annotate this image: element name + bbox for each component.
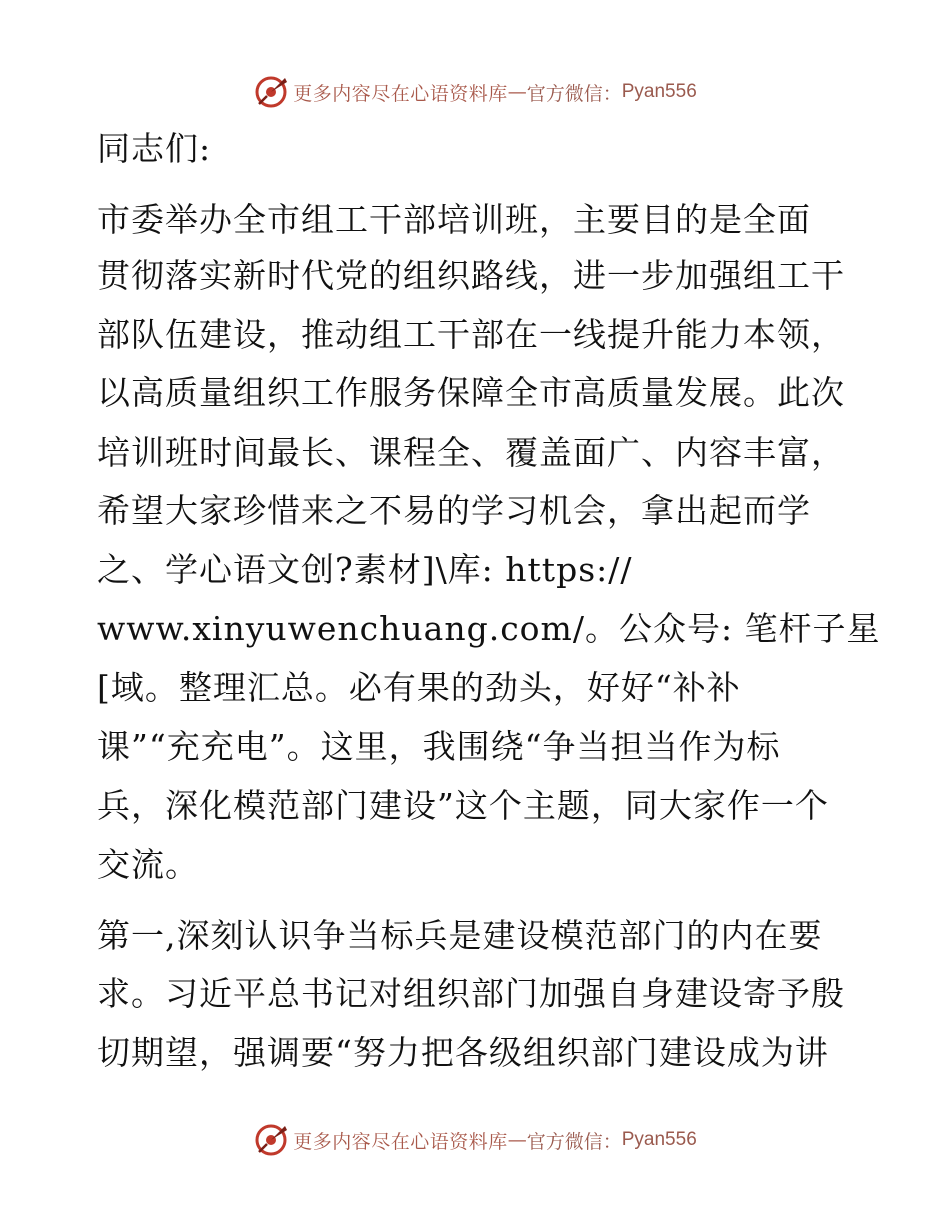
footer-banner xyxy=(0,1120,950,1160)
footer-brand-text: 更多内容尽在心语资料库 xyxy=(293,1130,508,1153)
header-brand-text: 更多内容尽在心语资料库 xyxy=(293,82,508,105)
body-line: 第一,深刻认识争当标兵是建设模范部门的内在要 xyxy=(97,916,823,955)
body-line: 之、学心语文创?素材]\库: https:// xyxy=(97,550,633,589)
header-wechat-label: 官方微信： xyxy=(526,82,622,105)
header-banner xyxy=(0,72,950,112)
body-line: 课”“充充电”。这里，我围绕“争当担当作为标 xyxy=(97,727,781,766)
body-line: 贯彻落实新时代党的组织路线，进一步加强组工干 xyxy=(97,256,845,295)
footer-separator: — xyxy=(507,1129,527,1151)
header-wechat-id: Pyan556 xyxy=(621,81,697,102)
body-line: [域。整理汇总。必有果的劲头，好好“补补 xyxy=(97,668,741,707)
body-line: 求。习近平总书记对组织部门加强自身建设寄予殷 xyxy=(97,974,845,1013)
body-line: www.xinyuwenchuang.com/。公众号: 笔杆子星 xyxy=(97,609,881,648)
body-line: 市委举办全市组工干部培训班，主要目的是全面 xyxy=(97,200,811,239)
body-line: 培训班时间最长、课程全、覆盖面广、内容丰富， xyxy=(97,433,845,472)
body-line: 以高质量组织工作服务保障全市高质量发展。此次 xyxy=(97,373,845,412)
body-line: 部队伍建设，推动组工干部在一线提升能力本领， xyxy=(97,315,845,354)
body-line: 同志们: xyxy=(97,129,212,168)
quill-logo-icon xyxy=(253,74,289,110)
body-line: 切期望，强调要“努力把各级组织部门建设成为讲 xyxy=(97,1033,829,1072)
quill-logo-icon xyxy=(253,1122,289,1158)
body-line: 兵，深化模范部门建设”这个主题，同大家作一个 xyxy=(97,786,829,825)
body-line: 交流。 xyxy=(97,845,199,884)
header-separator: — xyxy=(507,81,527,103)
footer-wechat-label: 官方微信： xyxy=(526,1130,622,1153)
footer-wechat-id: Pyan556 xyxy=(621,1129,697,1150)
body-line: 希望大家珍惜来之不易的学习机会，拿出起而学 xyxy=(97,491,811,530)
